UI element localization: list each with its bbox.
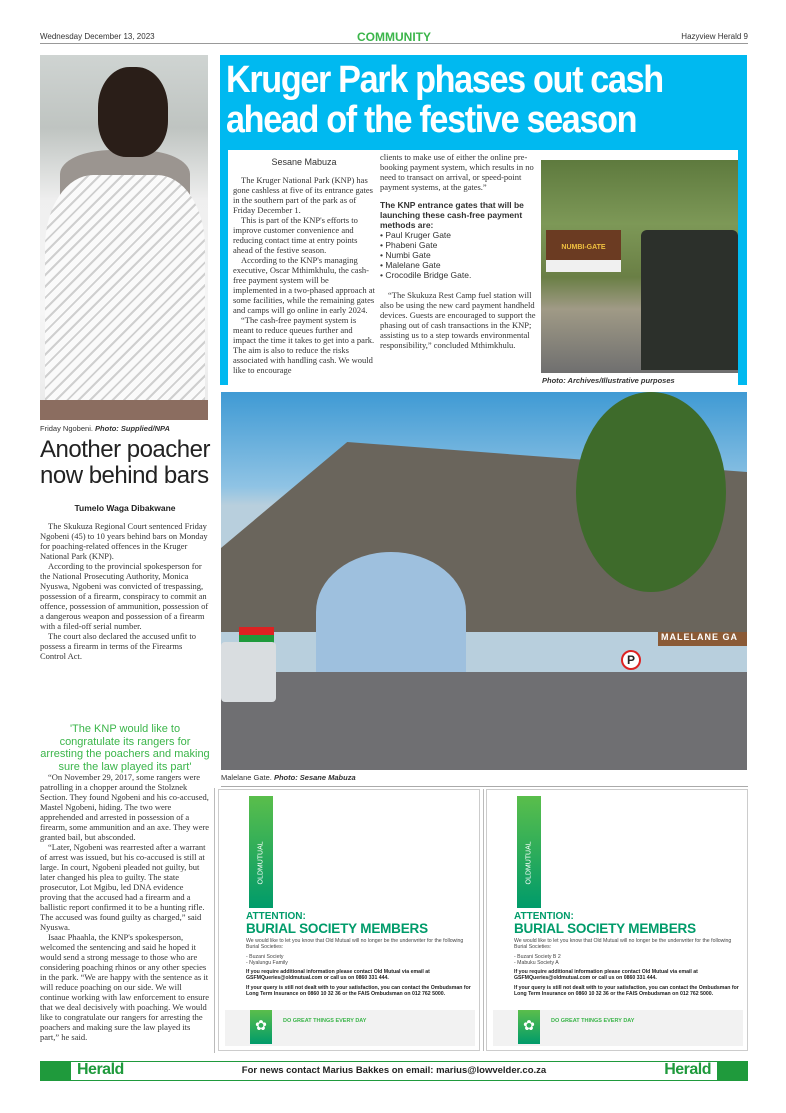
malelane-sign: MALELANE GA xyxy=(658,632,747,646)
ad-divider xyxy=(483,789,484,1051)
ad-body xyxy=(246,938,474,997)
photo-malelane-gate xyxy=(221,392,747,770)
oldmutual-tree-icon: ✿ xyxy=(518,1010,540,1044)
photo-vehicle xyxy=(641,230,738,370)
photo-vehicle xyxy=(221,642,276,702)
photo-tree xyxy=(576,392,726,592)
ad-society: - Buzani Society B 2 xyxy=(514,953,561,960)
main-article-col2 xyxy=(380,152,536,350)
paragraph: “On November 29, 2017, some rangers were patrolling in a chopper around the Stolznek Section. They found Ngobeni and his co-accused, Mastel Ngobeni, hiding. The two were apprehended and arrested in possession of a firearm, some ammunition and an axe. They were granted bail, but absconded. xyxy=(40,772,210,842)
ad-attention: ATTENTION: xyxy=(246,911,306,922)
paragraph: Isaac Phaahla, the KNP's spokesperson, welcomed the sentencing and said he hoped it would send a strong message to those who are considering poaching rhinos or any other species in the park. “We are happy with the sentence as it will reduce poaching on our side. We will continue working with law enforcement to ensure that we deal decisively with poaching. We would like to congratulate our rangers for arresting the poachers and making sure the law played its part,” he said. xyxy=(40,932,210,1042)
paragraph: According to the KNP's managing executive, Oscar Mthimkhulu, the cash-free payment system will be implemented in a two-phased approach at some facilities, while the remaining gates and camps will go online in early 2024. xyxy=(233,255,375,315)
photo-caption-numbi: Photo: Archives/Illustrative purposes xyxy=(542,376,675,385)
ad-contact: If you require additional information please contact Old Mutual via email at GSFMQueries@oldmutual.com or call us on 0860 331 444. xyxy=(246,969,430,982)
photo-road xyxy=(221,672,747,770)
column-divider xyxy=(214,788,215,1053)
ad-ombudsman: If your query is still not dealt with to your satisfaction, you can contact the Ombudsman for Long Term Insurance on 0860 10 32 36 or the FAIS Ombudsman on 012 762 5000. xyxy=(514,984,739,998)
ad-slogan: DO GREAT THINGS EVERY DAY xyxy=(551,1018,635,1024)
page-footer xyxy=(40,1061,748,1081)
page-header xyxy=(40,30,748,44)
parking-sign-icon: P xyxy=(621,650,641,670)
oldmutual-logo-bar: OLDMUTUAL xyxy=(517,796,541,908)
paragraph: “Later, Ngobeni was rearrested after a warrant of arrest was issued, but his co-accused is still at large. In court, Ngobeni pleaded not guilty, but later changed his plea to guilty. The state prosecutor, Lot Mgibu, led DNA evidence proving that the accused had a firearm and a ballistic report confirmed it to be a hunting rifle. The accused was found guilty as charged,” said Nyuswa. xyxy=(40,842,206,932)
caption-credit: Photo: Sesane Mabuza xyxy=(273,773,356,782)
oldmutual-logo-bar: OLDMUTUAL xyxy=(249,796,273,908)
ad-footer xyxy=(225,1010,475,1046)
ad-society: - Mabuku Society A xyxy=(514,959,559,966)
list-item: • Crocodile Bridge Gate. xyxy=(380,270,472,280)
side-article-top xyxy=(40,521,210,661)
photo-arch xyxy=(316,552,466,672)
gate-sign-text: NUMBI-GATE xyxy=(561,244,606,251)
ad-intro: We would like to let you know that Old Mutual will no longer be the underwriter for the following Burial Societies: xyxy=(246,938,464,951)
photo-caption-ngobeni xyxy=(40,424,210,433)
side-headline: Another poacher now behind bars xyxy=(40,436,210,489)
ad-slogan: DO GREAT THINGS EVERY DAY xyxy=(283,1018,367,1024)
paragraph: “The Skukuza Rest Camp fuel station will also be using the new card payment handheld devices. Guests are encouraged to support the phasing out of cash transactions in the KNP; assisting us to a step towards environmental responsibility,” concluded Mthimkhulu. xyxy=(380,290,536,350)
list-item: • Malelane Gate xyxy=(380,260,441,270)
ad-title: BURIAL SOCIETY MEMBERS xyxy=(246,921,428,936)
herald-logo-right: Herald xyxy=(664,1061,711,1078)
main-byline: Sesane Mabuza xyxy=(271,157,337,167)
list-item: • Numbi Gate xyxy=(380,250,431,260)
gates-list xyxy=(380,200,536,280)
ad-body xyxy=(514,938,742,997)
ad-attention: ATTENTION: xyxy=(514,911,574,922)
list-item: • Paul Kruger Gate xyxy=(380,230,452,240)
ad-society: - Nyalungu Family xyxy=(246,959,288,966)
gate-sign xyxy=(546,230,621,272)
ad-footer xyxy=(493,1010,743,1046)
section-title: COMMUNITY xyxy=(357,30,431,44)
oldmutual-tree-icon: ✿ xyxy=(250,1010,272,1044)
caption-text: Friday Ngobeni. xyxy=(40,424,96,433)
photo-friday-ngobeni xyxy=(40,55,208,420)
herald-logo-left: Herald xyxy=(77,1061,124,1078)
ad-title: BURIAL SOCIETY MEMBERS xyxy=(514,921,696,936)
photo-caption-malelane xyxy=(221,773,356,782)
ad-contact: If you require additional information please contact Old Mutual via email at GSFMQueries@oldmutual.com or call us on 0860 331 444. xyxy=(514,969,698,982)
main-article-col1 xyxy=(233,157,375,375)
issue-date: Wednesday December 13, 2023 xyxy=(40,32,155,41)
ad-oldmutual-2[interactable] xyxy=(486,789,748,1051)
page-number: Hazyview Herald 9 xyxy=(681,32,748,41)
caption-credit: Photo: Supplied/NPA xyxy=(95,424,170,433)
ad-ombudsman: If your query is still not dealt with to your satisfaction, you can contact the Ombudsman for Long Term Insurance on 0860 10 32 36 or the FAIS Ombudsman on 012 762 5000. xyxy=(246,984,471,998)
footer-green-block xyxy=(717,1062,747,1080)
ad-intro: We would like to let you know that Old Mutual will no longer be the underwriter for the following Burial Societies: xyxy=(514,938,732,951)
paragraph: According to the provincial spokesperson for the National Prosecuting Authority, Monica Nyuswa, Ngobeni was convicted of trespassing, possession of a firearm, conspiracy to commit an offence, possession of ammunition, possession of a dangerous weapon and possession of a firearm with a filed-off serial number. xyxy=(40,561,209,631)
section-divider xyxy=(221,786,748,787)
side-byline: Tumelo Waga Dibakwane xyxy=(74,503,176,513)
photo-shape xyxy=(40,400,208,420)
paragraph: This is part of the KNP's efforts to improve customer convenience and reducing contact time at entry points ahead of the festive season. xyxy=(233,215,358,255)
gates-list-title: The KNP entrance gates that will be launching these cash-free payment methods are: xyxy=(380,200,524,230)
side-article-bottom xyxy=(40,772,210,1042)
photo-numbi-gate xyxy=(541,160,738,373)
list-item: • Phabeni Gate xyxy=(380,240,438,250)
ad-oldmutual-1[interactable] xyxy=(218,789,480,1051)
paragraph: The Kruger National Park (KNP) has gone cashless at five of its entrance gates in the southern part of the park as of Friday December 1. xyxy=(233,175,373,215)
paragraph: The court also declared the accused unfit to possess a firearm in terms of the Firearms Control Act. xyxy=(40,631,196,661)
caption-text: Malelane Gate. xyxy=(221,773,274,782)
paragraph: The Skukuza Regional Court sentenced Friday Ngobeni (45) to 10 years behind bars on Monday for poaching-related offences in the Kruger National Park (KNP). xyxy=(40,521,208,561)
ad-society: - Buzani Society xyxy=(246,953,284,960)
photo-shape xyxy=(98,67,168,157)
main-headline: Kruger Park phases out cash ahead of the festive season xyxy=(226,59,663,141)
pull-quote: 'The KNP would like to congratulate its rangers for arresting the poachers and making sure the law played its part' xyxy=(40,723,210,773)
paragraph: “The cash-free payment system is meant to reduce queues further and impact the time it takes to get into a park. The aim is also to reduce the risks associated with handling cash. We would like to encourage xyxy=(233,315,375,375)
paragraph: clients to make use of either the online pre-booking payment system, which results in no need to transact on arrival, or speed-point payment systems, at the gates.” xyxy=(380,152,534,192)
photo-shape xyxy=(45,175,205,415)
footer-contact-message: For news contact Marius Bakkes on email: marius@lowvelder.co.za xyxy=(241,1065,547,1076)
